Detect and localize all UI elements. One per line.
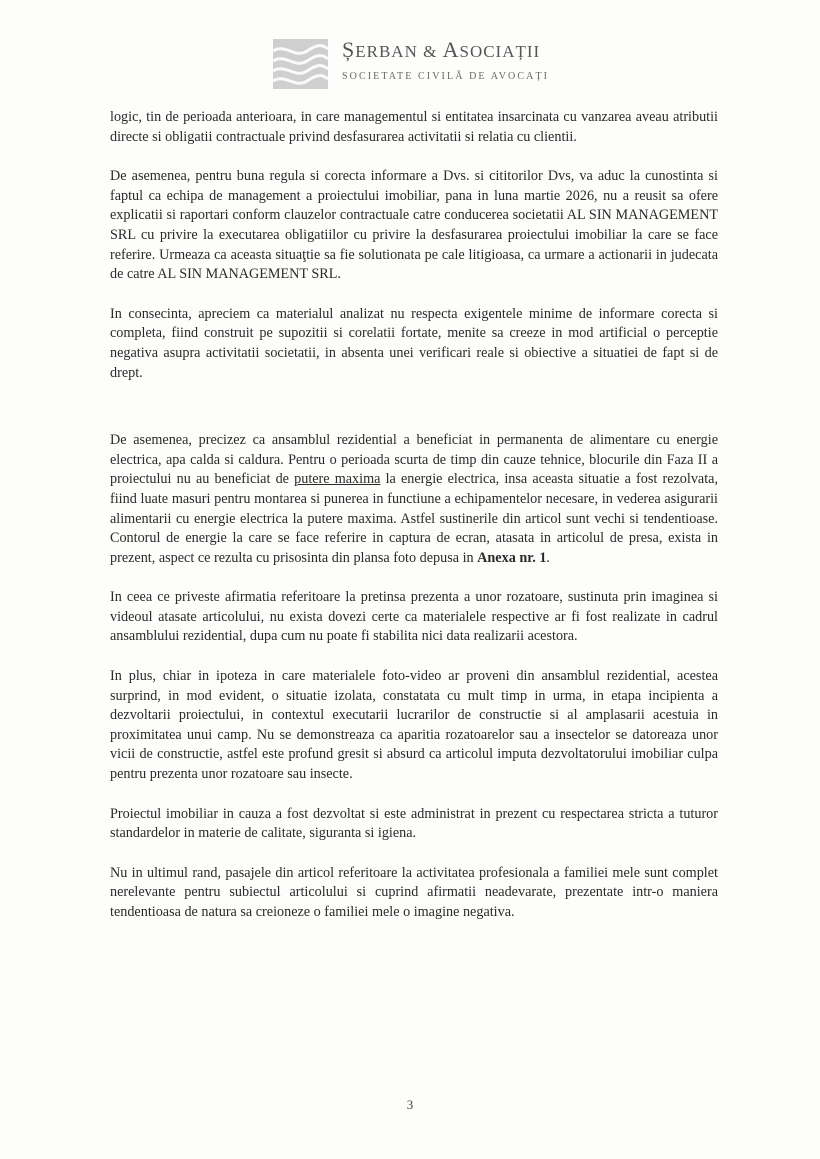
wave-logo-icon	[273, 39, 328, 89]
page-number: 3	[406, 1097, 414, 1112]
annex-reference: Anexa nr. 1	[477, 549, 547, 566]
paragraph: In consecinta, apreciem ca materialul analizat nu respecta exigentele minime de informare corecta si completa, fiind construit pe supozitii si corelatii fortate, menite sa creeze in mod artificial o perceptie negativa asupra activitatii societatii, in absenta unei verificari reale si obiective a situatiei de fapt si de drept.	[110, 305, 718, 381]
paragraph: De asemenea, pentru buna regula si corecta informare a Dvs. si cititorilor Dvs, va aduc la cunostinta si faptul ca echipa de management a proiectului imobiliar, pana in luna martie 2026, nu a reusit sa ofere explicatii si raportari conform clauzelor contractuale catre conducerea societatii AL SIN MANAGEMENT SRL cu privire la executarea obligatiilor cu privire la desfasurarea proiectului imobiliar la care se face referire. Urmeaza ca aceasta situaţtie sa fie solutionata pe cale litigioasa, ca urmare a actionarii in judecata de catre AL SIN MANAGEMENT SRL.	[110, 168, 718, 283]
paragraph: In ceea ce priveste afirmatia referitoare la pretinsa prezenta a unor rozatoare, sustinuta prin imaginea si videoul atasate articolului, nu exista dovezi certe ca materialele respective ar fi fost realizate in cadrul ansamblului rezidential, dupa cum nu poate fi stabilita nici data realizarii acestora.	[110, 589, 718, 645]
firm-name: ȘERBAN & ASOCIAȚII	[342, 37, 541, 62]
letter-body	[110, 108, 718, 943]
paragraph: Nu in ultimul rand, pasajele din articol referitoare la activitatea profesionala a familiei mele sunt complet nerelevante pentru subiectul articolului si cuprind afirmatii neadevarate, prezentate intr-o maniera tendentioasa de natura sa creioneze o familiei mele o imagine negativa.	[110, 864, 718, 920]
letterhead	[270, 33, 590, 93]
paragraph: In plus, chiar in ipoteza in care materialele foto-video ar proveni din ansamblul rezidential, acestea surprind, in mod evident, o situatie izolata, constatata cu mult timp in urma, in etapa incipienta a dezvoltarii proiectului, in contextul executarii lucrarilor de constructie si al amplasarii acestuia in proximitatea unui camp. Nu se demonstreaza ca aparitia rozatoarelor sau a insectelor se datoreaza unor vicii de constructie, astfel este profund gresit si absurd ca articolul imputa dezvoltatorului imobiliar culpa pentru prezenta unor rozatoare sau insecte.	[110, 668, 718, 783]
paragraph: Proiectul imobiliar in cauza a fost dezvoltat si este administrat in prezent cu respectarea stricta a tuturor standardelor in materie de calitate, siguranta si igiena.	[110, 805, 718, 842]
paragraph: logic, tin de perioada anterioara, in care managementul si entitatea insarcinata cu vanzarea aveau atributii directe si obligatii contractuale privind desfasurarea activitatii si relatia cu clientii.	[110, 109, 718, 145]
firm-subtitle: SOCIETATE CIVILĂ DE AVOCAȚI	[342, 71, 550, 82]
underlined-phrase: putere maxima	[294, 471, 381, 488]
paragraph: De asemenea, precizez ca ansamblul rezidential a beneficiat in permanenta de alimentare cu energie electrica, apa calda si caldura. Pentru o perioada scurta de timp din cauze tehnice, blocurile din Faza II a proiectului nu au beneficiat de putere maxima la energie electrica, insa aceasta situatie a fost rezolvata, fiind luate masuri pentru montarea si punerea in functiune a echipamentelor necesare, in vederea asigurarii alimentarii cu energie electrica la putere maxima. Astfel sustinerile din articol sunt vechi si tendentioase. Contorul de energie la care se face referire in captura de ecran, atasata in articolul de presa, exista in prezent, aspect ce rezulta cu prisosinta din plansa foto depusa in Anexa nr. 1.	[110, 432, 719, 566]
